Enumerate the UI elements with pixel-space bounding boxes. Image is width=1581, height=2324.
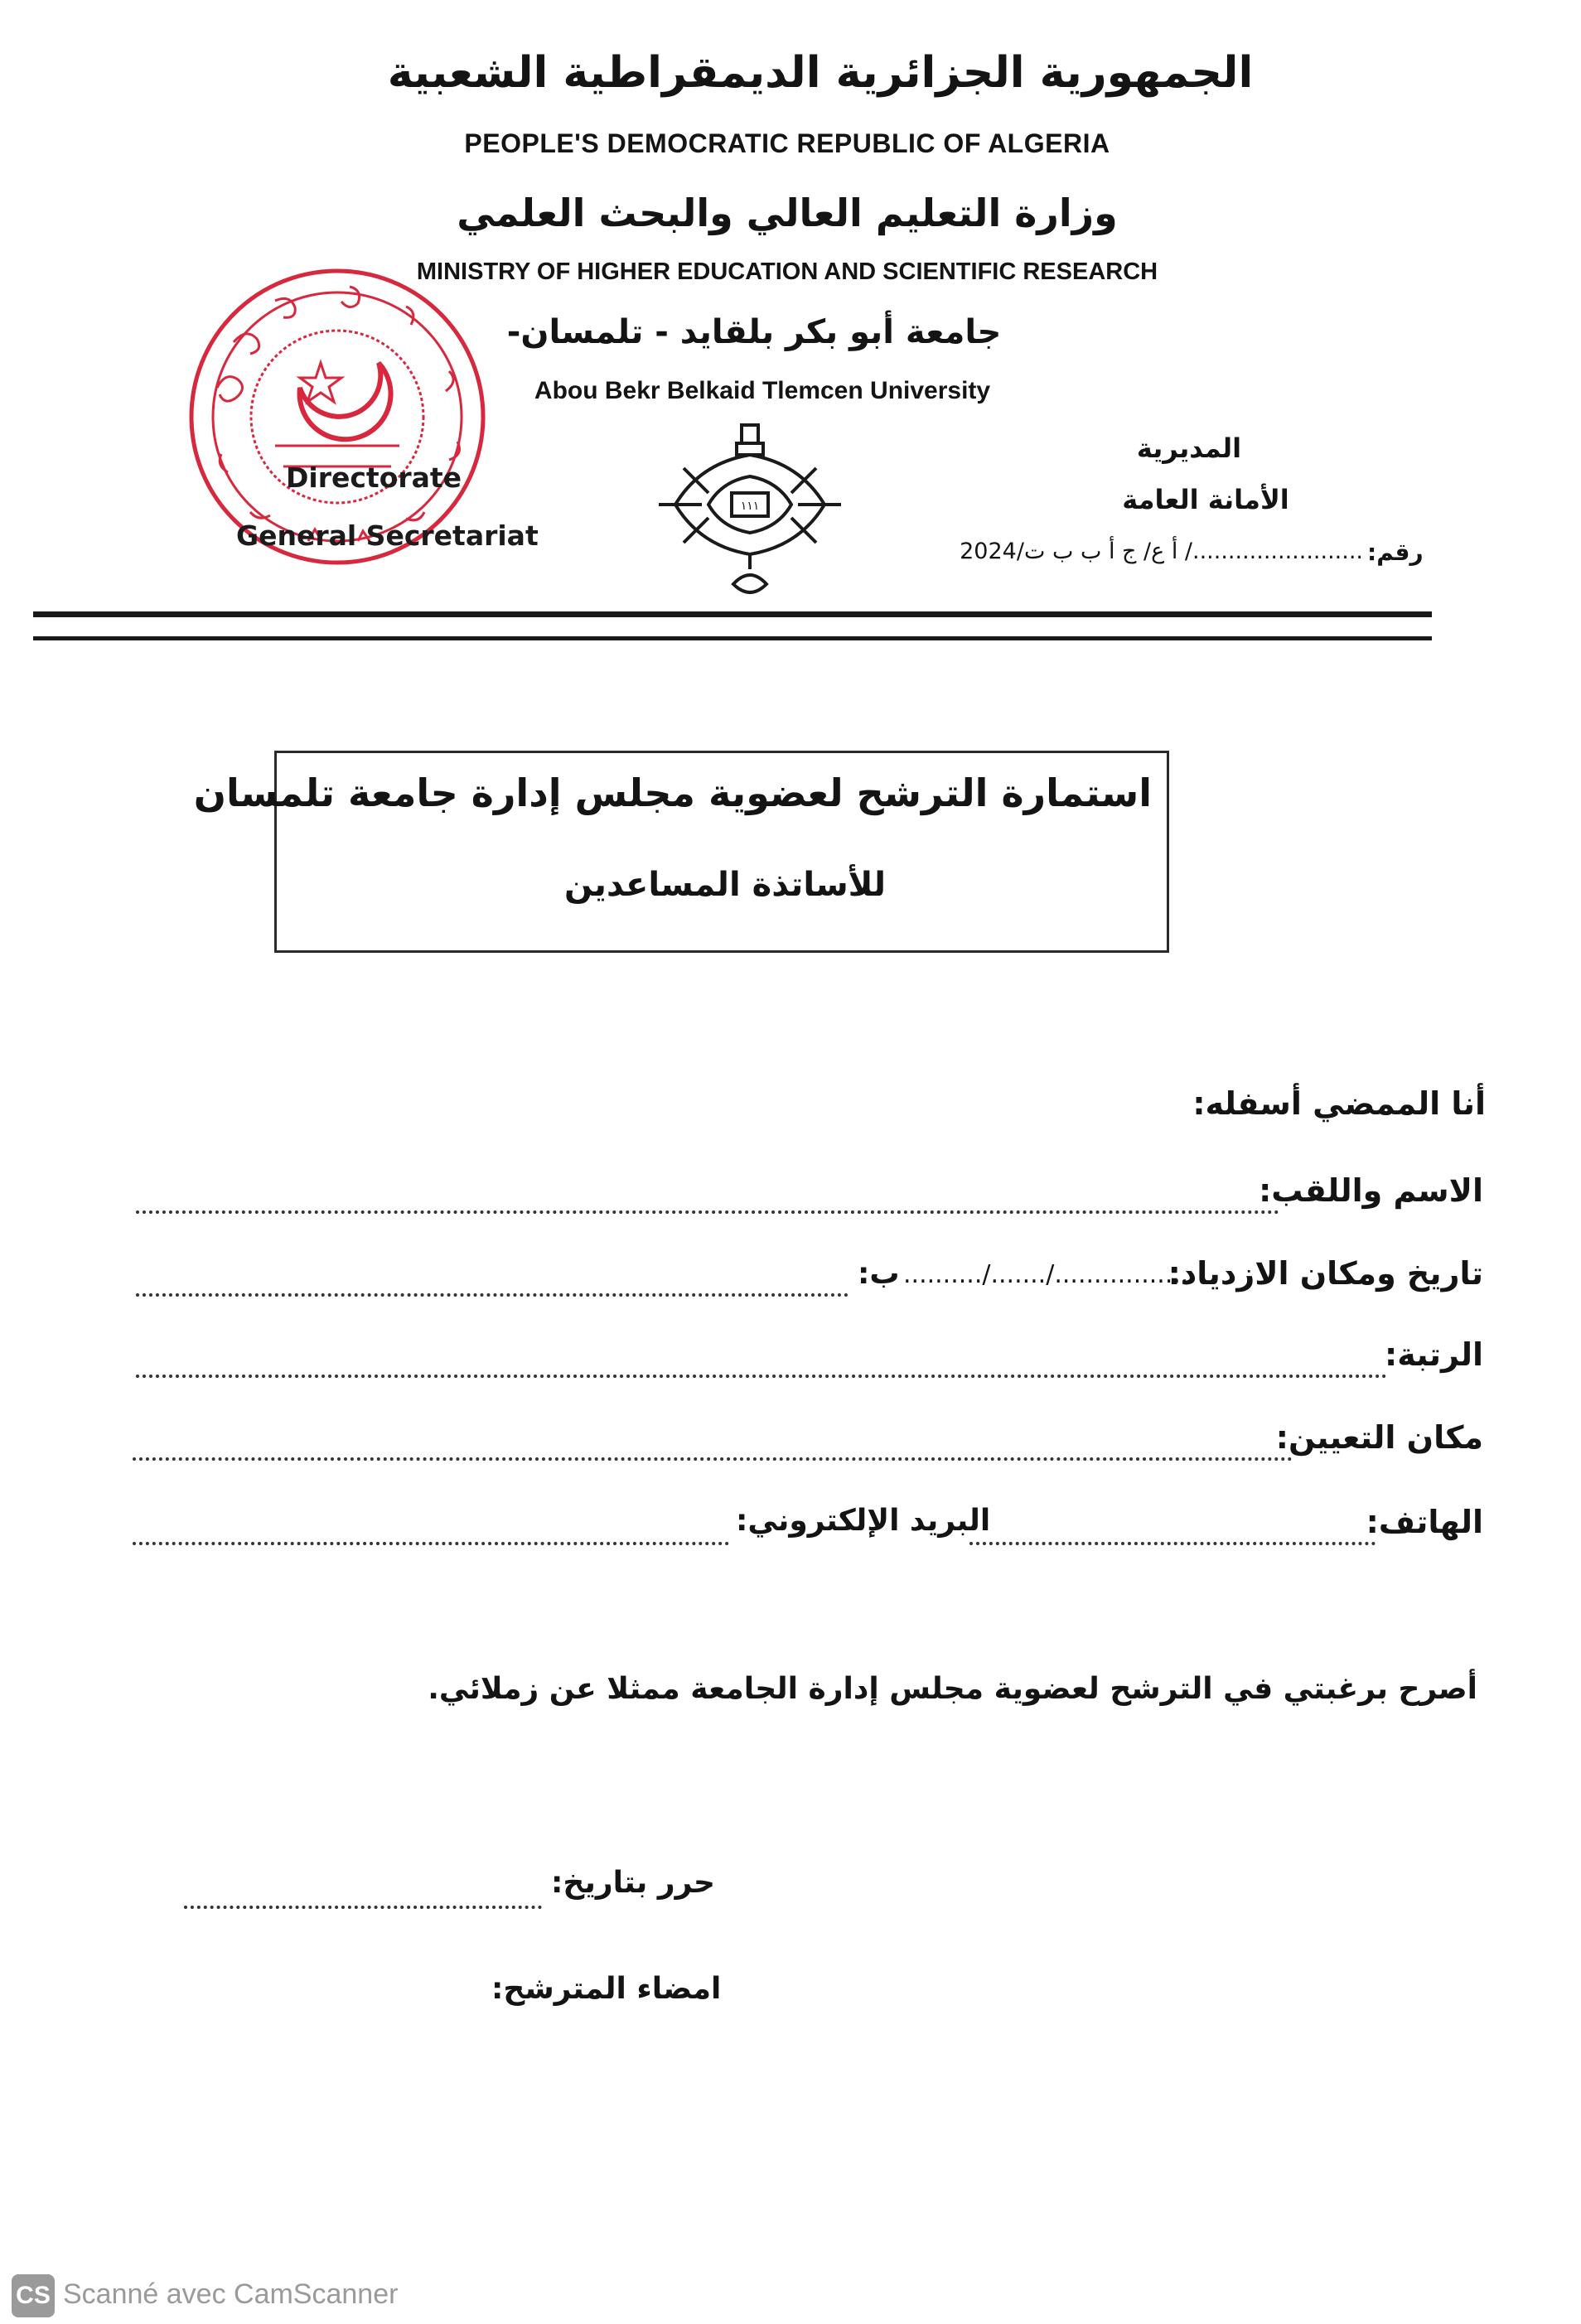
general-secretariat-label: General Secretariat [236, 519, 539, 552]
reference-number-value: ......................../ أ ع/ ج أ ب ب ت/2024 [960, 539, 1363, 564]
form-intro: أنا الممضي أسفله: [1192, 1085, 1486, 1122]
birth-label: تاريخ ومكان الازدياد: [1168, 1255, 1483, 1292]
email-label: البريد الإلكتروني: [736, 1504, 991, 1538]
name-label: الاسم واللقب: [1259, 1172, 1483, 1209]
university-title-en: Abou Bekr Belkaid Tlemcen University [534, 377, 991, 404]
directorate-label: Directorate [286, 461, 462, 494]
form-title-line1: استمارة الترشح لعضوية مجلس إدارة جامعة تلمسان [193, 771, 1152, 815]
name-field[interactable] [136, 1207, 1279, 1214]
date-label: حرر بتاريخ: [551, 1866, 715, 1900]
camscanner-logo: CS [12, 2274, 55, 2317]
phone-label: الهاتف: [1366, 1504, 1483, 1540]
republic-title-en: PEOPLE'S DEMOCRATIC REPUBLIC OF ALGERIA [464, 128, 1110, 158]
rank-field[interactable] [136, 1371, 1387, 1378]
rank-row [133, 1336, 1483, 1389]
university-emblem [650, 418, 849, 605]
svg-text:۱۱۱: ۱۱۱ [740, 500, 760, 513]
appointment-row [133, 1419, 1483, 1472]
birth-place-field[interactable] [136, 1290, 849, 1297]
reference-number-label: رقم: [1367, 539, 1424, 566]
ministry-title-en: MINISTRY OF HIGHER EDUCATION AND SCIENTIFIC RESEARCH [416, 258, 1158, 285]
republic-title-ar: الجمهورية الجزائرية الديمقراطية الشعبية [387, 48, 1254, 98]
general-secretariat-ar: الأمانة العامة [1122, 484, 1289, 515]
contact-row [133, 1504, 1483, 1557]
header-divider-thick [33, 611, 1432, 617]
directorate-ar: المديرية [1136, 432, 1242, 464]
birth-row [133, 1255, 1483, 1308]
name-row [133, 1172, 1483, 1225]
university-title-ar: جامعة أبو بكر بلقايد - تلمسان- [506, 313, 1002, 351]
signature-label: امضاء المترشح: [491, 1972, 722, 2006]
appointment-label: مكان التعيين: [1275, 1419, 1483, 1456]
header-divider-thin [33, 636, 1432, 640]
email-field[interactable] [133, 1539, 729, 1545]
appointment-field[interactable] [133, 1454, 1293, 1461]
birth-place-label: ب: [858, 1257, 900, 1291]
camscanner-watermark: Scanné avec CamScanner [63, 2278, 399, 2310]
ministry-title-ar: وزارة التعليم العالي والبحث العلمي [457, 191, 1118, 235]
birth-date-field[interactable]: ........../......./................. [903, 1260, 1189, 1289]
rank-label: الرتبة: [1385, 1336, 1483, 1373]
declaration-text: أصرح برغبتي في الترشح لعضوية مجلس إدارة الجامعة ممثلا عن زملائي. [428, 1672, 1477, 1706]
phone-field[interactable] [969, 1539, 1376, 1545]
form-title-line2: للأساتذة المساعدين [563, 866, 887, 904]
date-field[interactable] [184, 1902, 542, 1909]
